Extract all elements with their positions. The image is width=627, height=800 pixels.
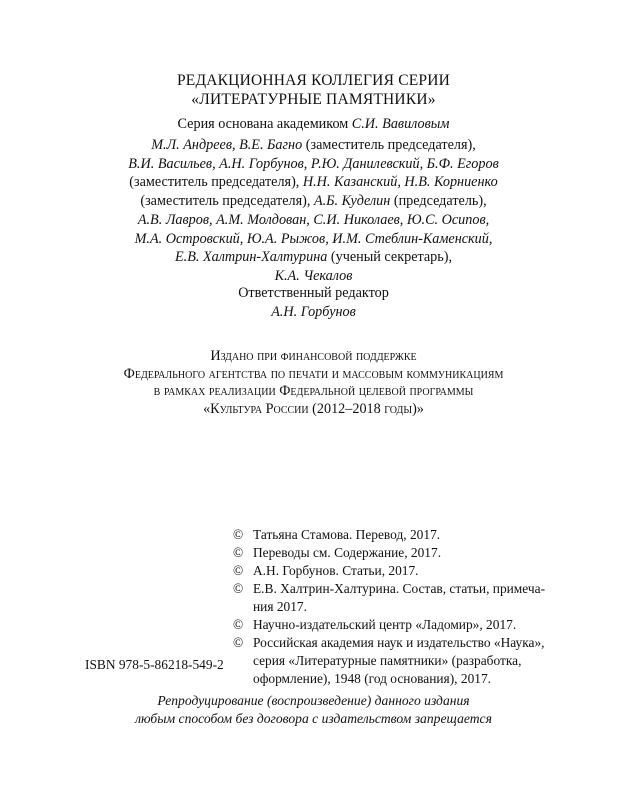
board-member-line xyxy=(0,193,627,210)
copyright-item xyxy=(233,616,563,634)
copyright-text: серия «Литературные памятники» (разработка, xyxy=(253,653,522,668)
member-names: М.Л. Андреев, В.Е. Багно xyxy=(151,137,303,153)
member-role: (заместитель председателя), xyxy=(129,174,303,191)
board-member-line xyxy=(0,137,627,154)
copyright-item xyxy=(233,526,563,544)
member-names: Н.Н. Казанский, Н.В. Корниенко xyxy=(302,174,498,191)
copyright-notices xyxy=(233,526,563,688)
reproduction-notice-line-1: Репродуцирование (воспроизведение) данного издания xyxy=(157,693,470,708)
funding-line: Федерального агентства по печати и массовым коммуникациям xyxy=(123,365,504,382)
board-member-line xyxy=(0,174,627,191)
editor-name: А.Н. Горбунов xyxy=(271,304,356,320)
copyright-text: А.Н. Горбунов. Статьи, 2017. xyxy=(253,563,419,578)
board-title-line-2: «ЛИТЕРАТУРНЫЕ ПАМЯТНИКИ» xyxy=(191,91,436,108)
member-names: М.А. Островский, Ю.А. Рыжов, И.М. Стеблин-Каменский, xyxy=(134,230,493,247)
founded-text: Серия основана академиком xyxy=(177,116,352,132)
copyright-item xyxy=(233,562,563,580)
editor-label: Ответственный редактор xyxy=(238,285,389,301)
member-names: Е.В. Халтрин-Халтурина xyxy=(174,249,328,266)
reproduction-notice-line-2: любым способом без договора с издательством запрещается xyxy=(135,711,492,726)
board-member-line xyxy=(0,156,627,173)
isbn: ISBN 978-5-86218-549-2 xyxy=(85,657,224,672)
funding-line: в рамках реализации Федеральной целевой программы xyxy=(153,383,474,399)
board-member-line xyxy=(0,231,627,248)
member-names: А.В. Лавров, А.М. Молдован, С.И. Николаев, Ю.С. Осипов, xyxy=(137,211,490,228)
member-role: (ученый секретарь), xyxy=(327,249,452,266)
copyright-text: ния 2017. xyxy=(253,599,307,614)
member-role: (заместитель председателя), xyxy=(302,137,476,153)
member-role: (председатель), xyxy=(390,193,487,210)
copyright-text: Российская академия наук и издательство «Наука», xyxy=(253,635,545,650)
funding-line: «Культура России (2012–2018 годы)» xyxy=(203,400,424,417)
copyright-icon: © xyxy=(233,617,244,632)
board-member-line xyxy=(0,268,627,285)
copyright-icon: © xyxy=(233,545,244,560)
copyright-icon: © xyxy=(233,635,244,650)
copyright-item xyxy=(233,634,563,688)
member-role: (заместитель председателя), xyxy=(140,193,314,210)
copyright-text: Научно-издательский центр «Ладомир», 2017. xyxy=(253,617,517,632)
funding-line: Издано при финансовой поддержке xyxy=(210,348,417,364)
copyright-text: Переводы см. Содержание, 2017. xyxy=(253,545,442,560)
copyright-item xyxy=(233,544,563,562)
copyright-icon: © xyxy=(233,527,244,542)
board-member-line xyxy=(0,249,627,266)
series-founded xyxy=(0,116,627,133)
member-names: К.А. Чекалов xyxy=(274,267,353,284)
member-names: А.Б. Куделин xyxy=(313,193,391,210)
board-member-line xyxy=(0,212,627,229)
copyright-text: Татьяна Стамова. Перевод, 2017. xyxy=(253,527,441,542)
copyright-item xyxy=(233,580,563,616)
copyright-text: Е.В. Халтрин-Халтурина. Состав, статьи, примеча- xyxy=(253,581,546,596)
board-title-line-1: РЕДАКЦИОННАЯ КОЛЛЕГИЯ СЕРИИ xyxy=(176,72,451,89)
copyright-icon: © xyxy=(233,581,244,596)
copyright-text: оформление), 1948 (год основания), 2017. xyxy=(253,671,492,686)
founder-name: С.И. Вавиловым xyxy=(351,116,450,132)
copyright-icon: © xyxy=(233,563,244,578)
member-names: В.И. Васильев, А.Н. Горбунов, Р.Ю. Данилевский, Б.Ф. Егоров xyxy=(128,155,499,172)
